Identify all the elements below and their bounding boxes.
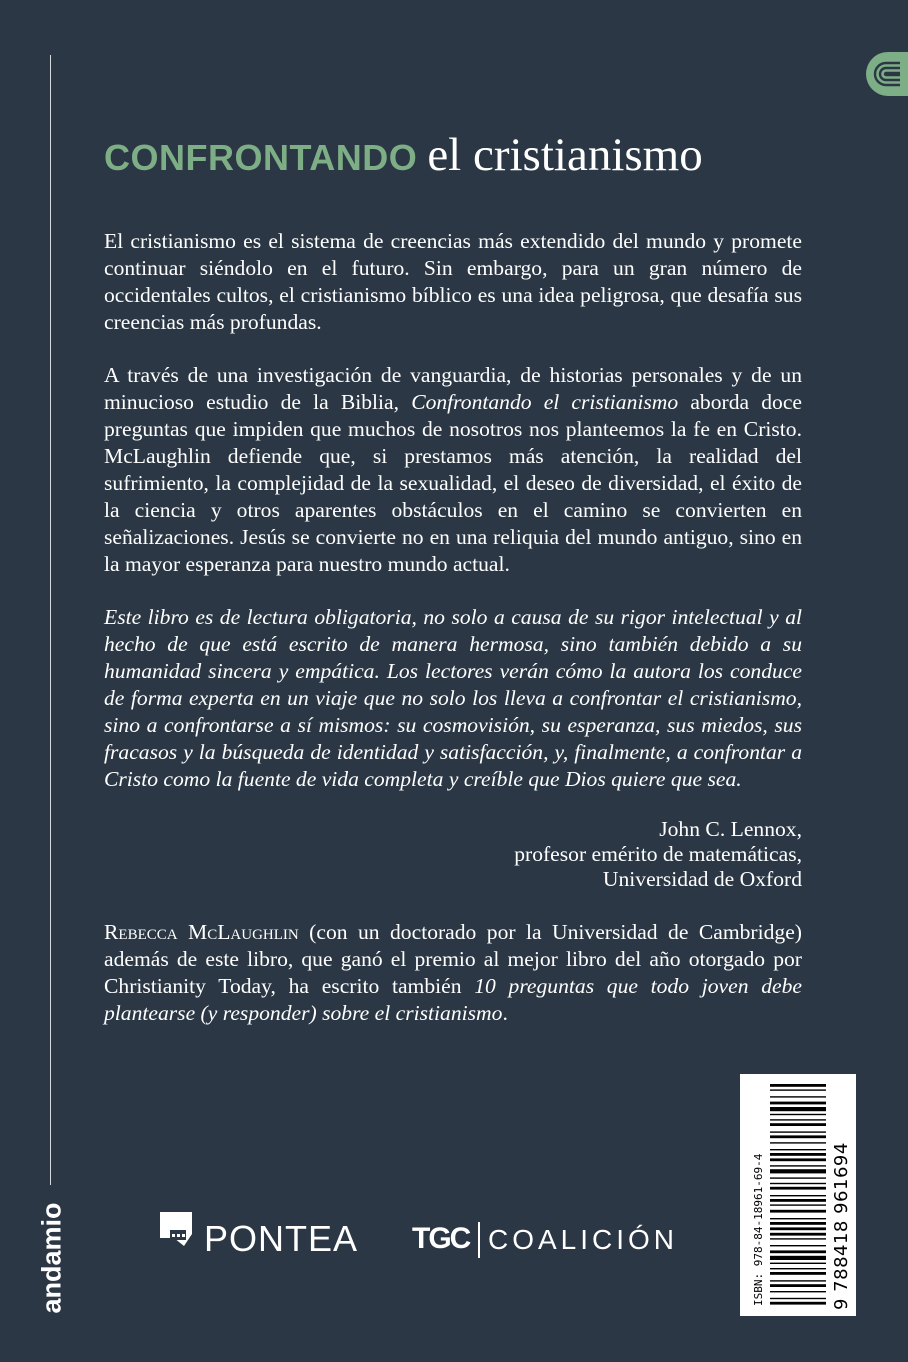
- andamio-logo: andamio: [36, 1202, 67, 1314]
- title-accent-word: CONFRONTANDO: [104, 137, 418, 178]
- isbn-digits: 9 788418 961694: [831, 1142, 852, 1310]
- barcode-bars: [770, 1084, 826, 1305]
- spine-divider-line: [50, 55, 51, 1185]
- tgc-coalicion-logo: [412, 1222, 682, 1262]
- endorsement-attribution: [402, 817, 802, 892]
- endorser-name: John C. Lennox,: [659, 817, 802, 841]
- pontea-logo: [158, 1210, 358, 1260]
- p2-text-start: A través de una investigación de vanguardia, de historias personales y de un minucioso estudio de la Biblia,: [104, 363, 802, 414]
- synopsis-paragraph-1: El cristianismo es el sistema de creencias más extendido del mundo y promete continuar siéndolo en el futuro. Sin embargo, para un gran número de occidentales cultos, el cristianismo bíblico es una idea peligrosa, que desafía sus creencias más profundas.: [104, 229, 802, 334]
- endorsement-quote: Este libro es de lectura obligatoria, no solo a causa de su rigor intelectual y al hecho de que está escrito de manera hermosa, sino también debido a su humanidad sincera y empática. Los lectores verán cómo la autora los conduce de forma experta en un viaje que no solo los lleva a confrontar el cristianismo, sino a confrontarse a sí mismos: su cosmovisión, su esperanza, sus miedos, sus fracasos y la búsqueda de identidad y satisfacción, y, finalmente, a confrontar a Cristo como la fuente de vida completa y creíble que Dios quiere que sea.: [104, 605, 802, 791]
- endorser-role: profesor emérito de matemáticas,: [514, 842, 802, 866]
- author-name: Rebecca McLaughlin: [104, 920, 299, 944]
- pontea-icon: [158, 1210, 202, 1254]
- title-rest: el cristianismo: [427, 129, 703, 181]
- p2-book-title: Confrontando el cristianismo: [411, 390, 679, 414]
- bio-end: .: [502, 1001, 508, 1025]
- endorser-institution: Universidad de Oxford: [602, 867, 802, 891]
- p2-text-end: aborda doce preguntas que impiden que muchos de nosotros nos planteemos la fe en Cristo. McLaughlin defiende que, si prestamos más atención, la realidad del sufrimiento, la complejidad de la sexualidad, el deseo de diversidad, el éxito de la ciencia y otros aparentes obstáculos en el camino se convierten en señalizaciones. Jesús se convierte no en una reliquia del mundo antiguo, sino en la mayor esperanza para nuestro mundo actual.: [104, 390, 802, 576]
- coalicion-wordmark: COALICIÓN: [488, 1224, 679, 1255]
- bio-text: (con un doctorado por la Universidad de Cambridge) además de este libro, que ganó el premio al mejor libro del año otorgado por Christianity Today, ha escrito también: [104, 920, 802, 998]
- isbn-label: ISBN: 978-84-18961-69-4: [752, 1153, 765, 1306]
- tgc-separator: [478, 1222, 480, 1258]
- author-bio: [104, 919, 802, 1027]
- bio-other-book: 10 preguntas que todo joven debe plantearse (y responder) sobre el cristianismo: [104, 974, 802, 1025]
- pontea-wordmark: PONTEA: [204, 1218, 359, 1259]
- publisher-corner-icon: [866, 52, 908, 96]
- isbn-barcode: [740, 1074, 856, 1316]
- tgc-mark: TGC: [412, 1222, 470, 1255]
- synopsis-paragraph-2: [104, 362, 802, 578]
- book-title: [104, 128, 703, 182]
